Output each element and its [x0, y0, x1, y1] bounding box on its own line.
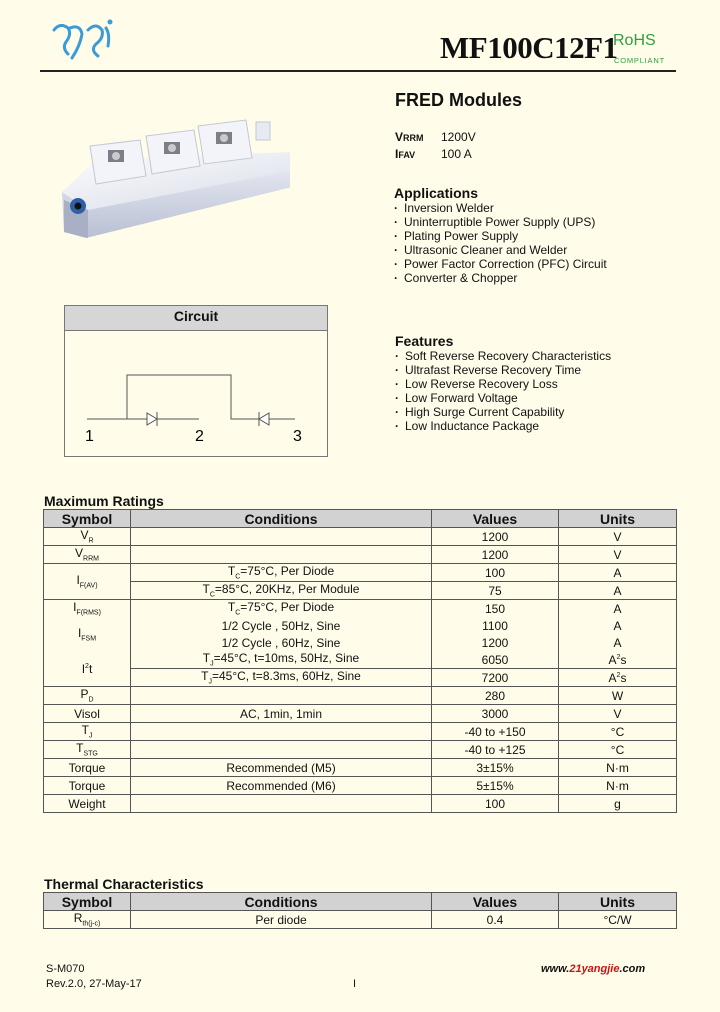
spec-vrrm: VRRM 1200V: [395, 130, 476, 144]
page-number: I: [353, 978, 357, 990]
table-row: $I_{F(AV)}$ $T_C=75^\circ C$, Per Diode 100 A: [44, 564, 677, 582]
column-header: Values: [432, 510, 559, 528]
table-row: $T_{STG}$ -40 to +125 °C: [44, 741, 677, 759]
column-header: Units: [559, 893, 677, 911]
list-item: · Soft Reverse Recovery Characteristics: [395, 349, 611, 363]
table-row: $I_{FSM}$ 1/2 Cycle , 50Hz, Sine 1100 A: [44, 617, 677, 634]
list-item: · Low Inductance Package: [395, 419, 611, 433]
list-item: · Ultrafast Reverse Recovery Time: [395, 363, 611, 377]
features-list: [395, 349, 611, 433]
revision-date: Rev.2.0, 27-May-17: [46, 978, 142, 990]
list-item: · Low Forward Voltage: [395, 391, 611, 405]
table-row: $T_C=85^\circ C$, 20KHz, Per Module 75 A: [44, 582, 677, 600]
table-row: Torque Recommended (M5) 3±15% N·m: [44, 759, 677, 777]
applications-heading: Applications: [394, 185, 479, 201]
part-number: MF100C12F1: [440, 30, 618, 65]
table-row: $R_{th(j-c)}$ Per diode 0.4 °C/W: [44, 911, 677, 929]
max-ratings-heading: Maximum Ratings: [44, 493, 164, 509]
table-row: Weight 100 g: [44, 795, 677, 813]
circuit-heading: Circuit: [65, 306, 327, 331]
pin-1-label: 1: [85, 428, 94, 445]
thermal-heading: Thermal Characteristics: [44, 876, 204, 892]
column-header: Conditions: [131, 893, 432, 911]
column-header: Units: [559, 510, 677, 528]
features-heading: Features: [395, 333, 454, 349]
list-item: · Converter & Chopper: [394, 271, 607, 285]
table-row: $V_{RRM}$ 1200 V: [44, 546, 677, 564]
module-photo: [60, 112, 290, 242]
thermal-table: [43, 892, 677, 929]
product-title: FRED Modules: [395, 90, 523, 110]
table-row: Visol AC, 1min, 1min 3000 V: [44, 705, 677, 723]
table-row: $V_R$ 1200 V: [44, 528, 677, 546]
table-row: $I_{F(RMS)}$ $T_C=75^\circ C$, Per Diode 150 A: [44, 600, 677, 618]
circuit-box: [64, 305, 328, 457]
spec-ifav: IFAV 100 A: [395, 147, 472, 161]
pin-3-label: 3: [293, 428, 302, 445]
table-row: $T_J$ -40 to +150 °C: [44, 723, 677, 741]
table-row: $T_J=45^\circ C$, t=8.3ms, 60Hz, Sine 7200 $A^2s$: [44, 669, 677, 687]
column-header: Conditions: [131, 510, 432, 528]
table-row: Torque Recommended (M6) 5±15% N·m: [44, 777, 677, 795]
header-divider: [40, 70, 676, 72]
rohs-mark: RoHS: [613, 32, 656, 49]
company-logo: [50, 18, 116, 62]
rohs-compliant-text: COMPLIANT: [614, 56, 665, 65]
website-link[interactable]: www.21yangjie.com: [541, 963, 646, 975]
table-row: 1/2 Cycle , 60Hz, Sine 1200 A: [44, 634, 677, 651]
table-row: $P_D$ 280 W: [44, 687, 677, 705]
list-item: · Low Reverse Recovery Loss: [395, 377, 611, 391]
document-code: S-M070: [46, 963, 85, 975]
pin-2-label: 2: [195, 428, 204, 445]
column-header: Symbol: [44, 510, 131, 528]
table-row: $I^2t$ $T_J=45^\circ C$, t=10ms, 50Hz, Sine 6050 $A^2s$: [44, 651, 677, 669]
column-header: Symbol: [44, 893, 131, 911]
list-item: · Ultrasonic Cleaner and Welder: [394, 243, 607, 257]
list-item: · Uninterruptible Power Supply (UPS): [394, 215, 607, 229]
max-ratings-table: [43, 509, 677, 813]
list-item: · High Surge Current Capability: [395, 405, 611, 419]
list-item: · Plating Power Supply: [394, 229, 607, 243]
list-item: · Power Factor Correction (PFC) Circuit: [394, 257, 607, 271]
list-item: · Inversion Welder: [394, 201, 607, 215]
circuit-diagram: [65, 331, 327, 455]
applications-list: [394, 201, 607, 285]
column-header: Values: [432, 893, 559, 911]
